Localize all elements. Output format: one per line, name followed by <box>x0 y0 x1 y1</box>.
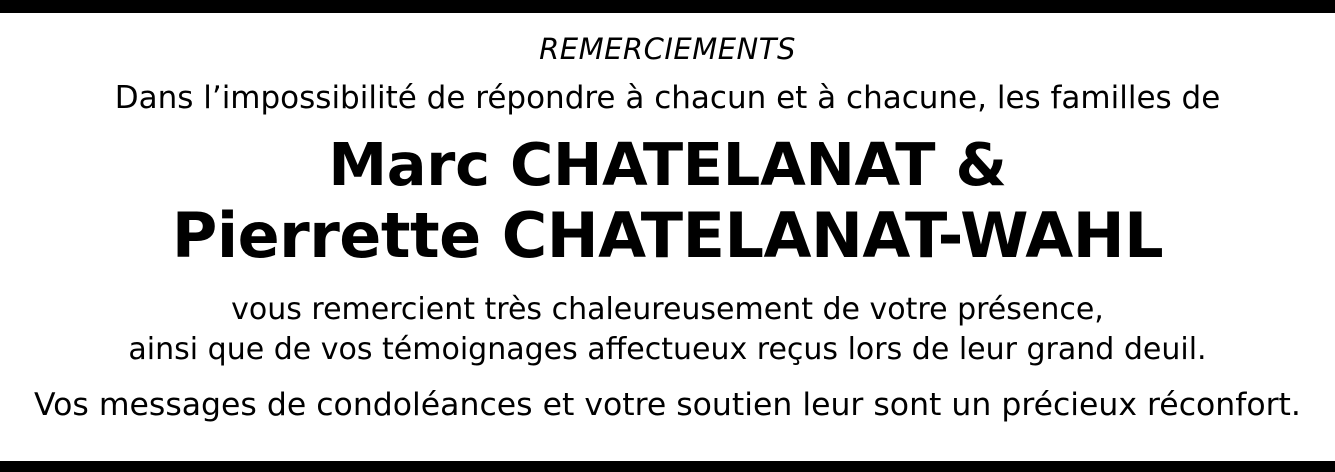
bottom-rule-divider <box>0 461 1335 472</box>
deceased-name-line-1: Marc CHATELANAT & <box>328 129 1007 199</box>
notice-intro-text: Dans l’impossibilité de répondre à chacun et à chacune, les familles de <box>114 80 1221 117</box>
closing-text: Vos messages de condoléances et votre soutien leur sont un précieux réconfort. <box>34 387 1301 424</box>
notice-body <box>0 13 1335 461</box>
thanks-line-1: vous remercient très chaleureusement de votre présence, <box>231 292 1104 328</box>
notice-heading: REMERCIEMENTS <box>539 32 796 66</box>
top-rule-divider <box>0 0 1335 13</box>
deceased-name-line-2: Pierrette CHATELANAT-WAHL <box>171 199 1164 273</box>
thanks-line-2: ainsi que de vos témoignages affectueux reçus lors de leur grand deuil. <box>128 332 1207 368</box>
thanks-text <box>128 290 1206 370</box>
deceased-names <box>172 130 1163 273</box>
